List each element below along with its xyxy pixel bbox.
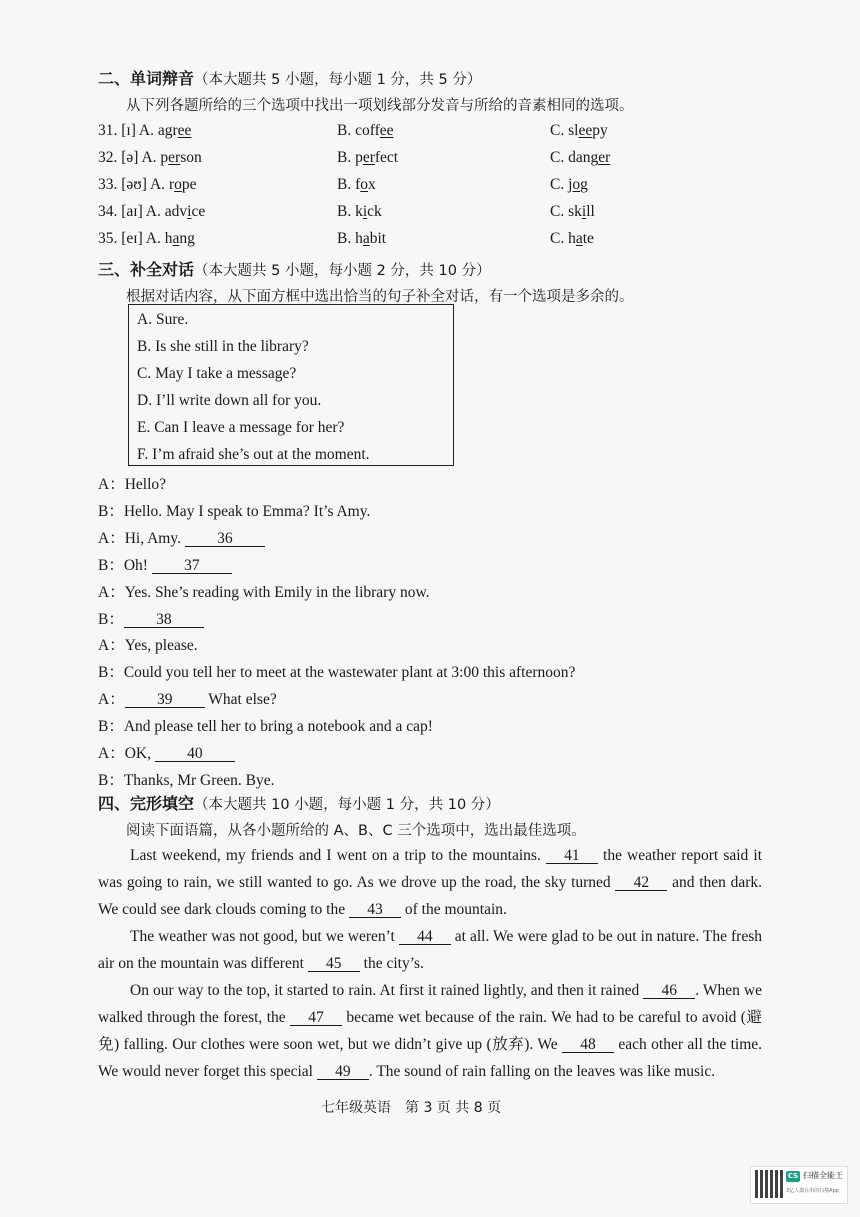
option-b-text: B. habit xyxy=(337,230,387,247)
dialog-text: Could you tell her to meet at the wastewater plant at 3:00 this afternoon? xyxy=(123,664,576,682)
question-32: 32. [ə] A. person xyxy=(98,149,202,166)
option-c-text: C. hate xyxy=(550,230,594,247)
blank-38: 38 xyxy=(124,612,204,628)
option-b-text: B. kick xyxy=(337,203,382,220)
option-a: A. Sure. xyxy=(137,311,189,328)
dialog-line xyxy=(98,714,433,736)
section-3-title: 三、补全对话 xyxy=(98,260,195,279)
speaker-label: B： xyxy=(98,718,124,736)
option-c-text: C. sleepy xyxy=(550,122,608,139)
passage-paragraph-1 xyxy=(98,842,762,923)
option-c-text: C. jog xyxy=(550,176,588,193)
option-b: B. Is she still in the library? xyxy=(137,338,309,355)
option-c-word xyxy=(550,176,588,194)
option-b-word xyxy=(337,230,386,248)
dialog-line xyxy=(98,607,204,629)
passage-text: and then dark. We could see dark clouds coming to the xyxy=(98,874,762,918)
underlined-letters: er xyxy=(362,149,375,166)
passage-text: became wet because of the rain. We had to be careful to avoid (避免) falling. Our clothes were soon wet, but we didn’t give up (放弃). We xyxy=(98,1009,762,1053)
passage-text: On our way to the top, it started to rain. At first it rained lightly, and then it rained xyxy=(130,982,644,999)
page-footer: 七年级英语 第 3 页 共 8 页 xyxy=(321,1100,502,1116)
camscanner-logo: CS xyxy=(787,1172,799,1180)
section-3-note: （本大题共 5 小题，每小题 2 分，共 10 分） xyxy=(194,263,491,279)
underlined-letters: i xyxy=(362,203,368,220)
option-c-word xyxy=(550,122,608,140)
option-e: E. Can I leave a message for her? xyxy=(137,419,345,436)
dialog-line xyxy=(98,472,166,494)
speaker-label: B： xyxy=(98,771,124,789)
section-3-instruction: 根据对话内容，从下面方框中选出恰当的句子补全对话，有一个选项是多余的。 xyxy=(126,289,634,305)
speaker-label: B： xyxy=(98,556,124,574)
section-3-heading xyxy=(98,257,491,280)
option-b-text: B. fox xyxy=(337,176,376,193)
options-box xyxy=(128,304,454,466)
passage-text: The weather was not good, but we weren’t xyxy=(130,928,399,945)
option-c-text: C. danger xyxy=(550,149,611,166)
blank-44: 44 xyxy=(399,929,451,945)
underlined-letters: er xyxy=(168,149,181,166)
question-31: 31. [ɪ] A. agree xyxy=(98,122,192,139)
speaker-label: A： xyxy=(98,476,125,493)
speaker-label: A： xyxy=(98,745,125,762)
watermark-subtitle: 3亿人都在用的扫描App xyxy=(786,1188,839,1194)
section-4-title: 四、完形填空 xyxy=(98,794,195,813)
dialog-text: Hi, Amy. xyxy=(124,529,185,547)
blank-42: 42 xyxy=(615,875,667,891)
underlined-letters: a xyxy=(362,230,370,247)
blank-40: 40 xyxy=(155,746,235,762)
dialog-text: Hello. May I speak to Emma? It’s Amy. xyxy=(123,502,371,520)
dialog-text: What else? xyxy=(204,691,277,709)
option-b-word xyxy=(337,122,394,140)
dialog-text: Oh! xyxy=(123,556,152,574)
dialog-text: OK, xyxy=(124,745,155,762)
option-b-word xyxy=(337,203,382,221)
option-b-word xyxy=(337,149,398,167)
passage-text: Last weekend, my friends and I went on a trip to the mountains. xyxy=(130,847,546,864)
passage-text: at all. We were glad to be out in nature. The fresh air on the mountain was different xyxy=(98,928,763,972)
option-a-word: hang xyxy=(164,230,195,247)
underlined-letters: ee xyxy=(379,122,394,139)
passage-text: . When we walked through the forest, the xyxy=(98,982,762,1026)
underlined-letters: a xyxy=(172,230,180,247)
dialog-line xyxy=(98,687,277,709)
option-c-word xyxy=(550,203,595,221)
speaker-label: B： xyxy=(98,664,124,682)
dialog-text: Hello? xyxy=(124,476,167,493)
blank-37: 37 xyxy=(152,558,232,574)
underlined-letters: a xyxy=(575,230,583,247)
speaker-label: A： xyxy=(98,637,125,655)
option-d: D. I’ll write down all for you. xyxy=(137,392,322,409)
dialog-line xyxy=(98,768,275,790)
section-2-note: （本大题共 5 小题，每小题 1 分，共 5 分） xyxy=(194,72,482,88)
underlined-letters: er xyxy=(598,149,611,166)
dialog-line xyxy=(98,499,370,521)
passage-text: the weather report said it was going to rain, we still wanted to go. As we drove up the road, the sky turned xyxy=(98,847,763,891)
section-2-title: 二、单词辩音 xyxy=(98,69,195,88)
question-33: 33. [əʊ] A. rope xyxy=(98,176,197,193)
blank-48: 48 xyxy=(562,1037,614,1053)
passage-text: each other all the time. We would never forget this special xyxy=(98,1036,763,1080)
option-c-word xyxy=(550,230,594,248)
option-b-word xyxy=(337,176,376,194)
section-2-heading xyxy=(98,66,481,89)
option-b-text: B. perfect xyxy=(337,149,399,166)
option-b-text: B. coffee xyxy=(337,122,394,139)
dialog-line xyxy=(98,741,235,763)
option-c-text: C. skill xyxy=(550,203,595,220)
blank-49: 49 xyxy=(317,1064,369,1080)
underlined-letters: i xyxy=(581,203,587,220)
passage-paragraph-3 xyxy=(98,977,762,1085)
speaker-label: B： xyxy=(98,610,124,628)
section-4-instruction: 阅读下面语篇，从各小题所给的 A、B、C 三个选项中，选出最佳选项。 xyxy=(126,823,586,839)
dialog-line xyxy=(98,580,430,602)
blank-43: 43 xyxy=(349,902,401,918)
option-c: C. May I take a message? xyxy=(137,365,297,382)
watermark-title: 扫描全能王 xyxy=(803,1171,843,1180)
question-34: 34. [aɪ] A. advice xyxy=(98,203,206,220)
underlined-letters: i xyxy=(187,203,192,220)
dialog-line xyxy=(98,553,232,575)
section-4-note: （本大题共 10 小题，每小题 1 分，共 10 分） xyxy=(194,797,500,813)
passage-text: . The sound of rain falling on the leaves was like music. xyxy=(368,1063,716,1080)
blank-46: 46 xyxy=(643,983,695,999)
underlined-letters: o xyxy=(360,176,368,193)
speaker-label: A： xyxy=(98,529,125,547)
passage-text: the city’s. xyxy=(359,955,424,972)
option-f: F. I’m afraid she’s out at the moment. xyxy=(137,446,370,463)
speaker-label: B： xyxy=(98,502,124,520)
passage-text: of the mountain. xyxy=(401,901,507,918)
speaker-label: A： xyxy=(98,583,125,601)
blank-36: 36 xyxy=(185,531,265,547)
dialog-line xyxy=(98,660,575,682)
option-a-word: rope xyxy=(168,176,197,193)
section-2-instruction: 从下列各题所给的三个选项中找出一项划线部分发音与所给的音素相同的选项。 xyxy=(126,98,634,114)
blank-39: 39 xyxy=(125,692,205,708)
dialog-text: Yes. She’s reading with Emily in the library now. xyxy=(124,583,430,601)
speaker-label: A： xyxy=(98,691,125,709)
dialog-line xyxy=(98,633,198,655)
dialog-text: Thanks, Mr Green. Bye. xyxy=(123,771,275,789)
dialog-text: And please tell her to bring a notebook and a cap! xyxy=(123,718,433,736)
qr-code-icon xyxy=(755,1170,783,1198)
option-a-word: agree xyxy=(157,122,192,139)
underlined-letters: o xyxy=(572,176,581,193)
underlined-letters: o xyxy=(174,176,182,193)
option-c-word xyxy=(550,149,610,167)
option-a-word: advice xyxy=(164,203,206,220)
underlined-letters: ee xyxy=(578,122,593,139)
option-a-word: person xyxy=(160,149,202,166)
blank-41: 41 xyxy=(546,848,598,864)
blank-47: 47 xyxy=(290,1010,342,1026)
dialog-text: Yes, please. xyxy=(124,637,198,655)
underlined-letters: ee xyxy=(177,122,192,139)
section-4-heading xyxy=(98,791,500,814)
passage-paragraph-2 xyxy=(98,923,762,977)
blank-45: 45 xyxy=(308,956,360,972)
dialog-line xyxy=(98,526,265,548)
scanner-watermark xyxy=(750,1166,848,1204)
question-35: 35. [eɪ] A. hang xyxy=(98,230,195,247)
